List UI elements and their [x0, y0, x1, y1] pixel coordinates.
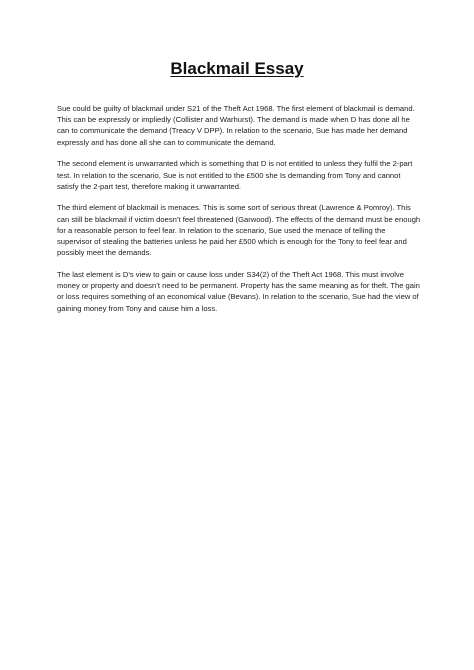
paragraph-menaces: The third element of blackmail is menaces. This is some sort of serious threat (Lawrence & Pomroy). This can still be blackmail if victim doesn’t feel threatened (Garwood). The effects of the demand must be enough for a reasonable person to feel fear. In relation to the scenario, Sue used the menace of telling the supervisor of stealing the batteries unless he paid her £500 which is enough for the Tony to feel fear and possibly meet the demands.	[57, 203, 421, 258]
document-body	[57, 103, 422, 324]
document-title: Blackmail Essay	[170, 59, 304, 78]
paragraph-gain-or-loss: The last element is D’s view to gain or cause loss under S34(2) of the Theft Act 1968. This must involve money or property and doesn’t need to be permanent. Property has the same meaning as for theft. The gain or loss requires something of an economical value (Bevans). In relation to the scenario, Sue had the view of gaining money from Tony and cause him a loss.	[57, 269, 420, 313]
paragraph-unwarranted: The second element is unwarranted which is something that D is not entitled to unless they fulfil the 2-part test. In relation to the scenario, Sue is not entitled to the £500 she Is demanding from Tony and cannot satisfy the 2-part test, therefore making it unwarranted.	[57, 159, 413, 191]
paragraph-demand: Sue could be guilty of blackmail under S21 of the Theft Act 1968. The first element of blackmail is demand. This can be expressly or impliedly (Collister and Warhurst). The demand is made when D has done all he can to communicate the demand (Treacy V DPP). In relation to the scenario, Sue has made her demand expressly and has done all she can to communicate the demand.	[57, 104, 415, 147]
